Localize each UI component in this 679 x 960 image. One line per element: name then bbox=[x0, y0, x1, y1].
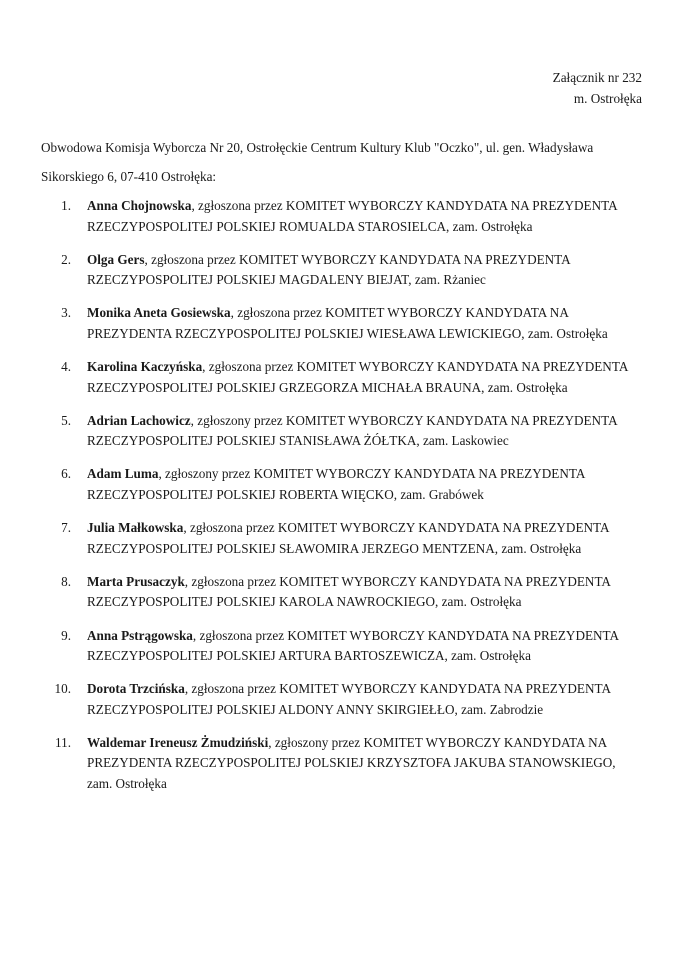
attachment-number: Załącznik nr 232 bbox=[552, 70, 642, 85]
list-item bbox=[0, 679, 679, 720]
candidate-name: Adrian Lachowicz bbox=[87, 412, 191, 428]
list-item bbox=[0, 464, 679, 505]
candidate-nomination-text: , zgłoszona przez KOMITET WYBORCZY KANDYDATA NA PREZYDENTA RZECZYPOSPOLITEJ POLSKIEJ ALDONY ANNY SKIRGIEŁŁO, zam. Zabrodzie bbox=[87, 681, 611, 717]
attachment-header bbox=[553, 68, 642, 109]
candidate-name: Waldemar Ireneusz Żmudziński bbox=[87, 734, 269, 750]
candidate-name: Karolina Kaczyńska bbox=[87, 359, 203, 375]
list-item-number: 1. bbox=[61, 198, 71, 213]
candidate-list bbox=[0, 196, 679, 807]
candidate-nomination-text: , zgłoszony przez KOMITET WYBORCZY KANDYDATA NA PREZYDENTA RZECZYPOSPOLITEJ POLSKIEJ KRZYSZTOFA JAKUBA STANOWSKIEGO, zam. Ostrołęka bbox=[87, 734, 616, 792]
list-item bbox=[0, 357, 679, 398]
list-item bbox=[0, 411, 679, 452]
candidate-nomination-text: , zgłoszony przez KOMITET WYBORCZY KANDYDATA NA PREZYDENTA RZECZYPOSPOLITEJ POLSKIEJ ROBERTA WIĘCKO, zam. Grabówek bbox=[87, 466, 585, 503]
list-item bbox=[0, 303, 679, 344]
list-item-number: 6. bbox=[61, 466, 71, 482]
list-item-number: 5. bbox=[61, 412, 71, 428]
list-item-number: 3. bbox=[61, 305, 71, 321]
candidate-name: Julia Małkowska bbox=[87, 520, 184, 536]
candidate-nomination-text: , zgłoszony przez KOMITET WYBORCZY KANDYDATA NA PREZYDENTA RZECZYPOSPOLITEJ POLSKIEJ STANISŁAWA ŻÓŁTKA, zam. Laskowiec bbox=[87, 412, 617, 449]
list-item-number: 8. bbox=[61, 573, 71, 589]
list-item bbox=[0, 626, 679, 667]
candidate-nomination-text: , zgłoszona przez KOMITET WYBORCZY KANDYDATA NA PREZYDENTA RZECZYPOSPOLITEJ POLSKIEJ ROMUALDA STAROSIELCA, zam. Ostrołęka bbox=[87, 198, 617, 234]
list-item bbox=[0, 572, 679, 613]
candidate-nomination-text: , zgłoszona przez KOMITET WYBORCZY KANDYDATA NA PREZYDENTA RZECZYPOSPOLITEJ POLSKIEJ SŁAWOMIRA JERZEGO MENTZENA, zam. Ostrołęka bbox=[87, 520, 609, 556]
candidate-name: Olga Gers bbox=[87, 251, 145, 267]
municipality-name: m. Ostrołęka bbox=[573, 90, 642, 106]
list-item bbox=[0, 733, 679, 795]
commission-intro-paragraph: Obwodowa Komisja Wyborcza Nr 20, Ostrołęckie Centrum Kultury Klub "Oczko", ul. gen. Władysława Sikorskiego 6, 07-410 Ostrołęka: bbox=[41, 140, 594, 185]
list-item-number: 4. bbox=[61, 359, 71, 375]
list-item-number: 9. bbox=[61, 627, 71, 643]
candidate-nomination-text: , zgłoszona przez KOMITET WYBORCZY KANDYDATA NA PREZYDENTA RZECZYPOSPOLITEJ POLSKIEJ MAGDALENY BIEJAT, zam. Rżaniec bbox=[87, 251, 570, 288]
list-item bbox=[0, 250, 679, 291]
candidate-name: Monika Aneta Gosiewska bbox=[87, 305, 231, 321]
candidate-name: Dorota Trzcińska bbox=[87, 681, 185, 697]
candidate-name: Anna Chojnowska bbox=[87, 198, 192, 213]
candidate-nomination-text: , zgłoszona przez KOMITET WYBORCZY KANDYDATA NA PREZYDENTA RZECZYPOSPOLITEJ POLSKIEJ WIESŁAWA LEWICKIEGO, zam. Ostrołęka bbox=[87, 305, 608, 341]
list-item bbox=[0, 518, 679, 559]
candidate-nomination-text: , zgłoszona przez KOMITET WYBORCZY KANDYDATA NA PREZYDENTA RZECZYPOSPOLITEJ POLSKIEJ GRZEGORZA MICHAŁA BRAUNA, zam. Ostrołęka bbox=[87, 359, 628, 395]
list-item-number: 10. bbox=[54, 681, 71, 697]
candidate-name: Anna Pstrągowska bbox=[87, 627, 193, 643]
list-item-number: 2. bbox=[61, 251, 71, 267]
candidate-name: Marta Prusaczyk bbox=[87, 573, 185, 589]
list-item-number: 11. bbox=[55, 734, 71, 750]
list-item-number: 7. bbox=[61, 520, 71, 536]
candidate-name: Adam Luma bbox=[87, 466, 159, 482]
candidate-nomination-text: , zgłoszona przez KOMITET WYBORCZY KANDYDATA NA PREZYDENTA RZECZYPOSPOLITEJ POLSKIEJ KAROLA NAWROCKIEGO, zam. Ostrołęka bbox=[87, 573, 611, 610]
list-item bbox=[0, 196, 679, 237]
candidate-nomination-text: , zgłoszona przez KOMITET WYBORCZY KANDYDATA NA PREZYDENTA RZECZYPOSPOLITEJ POLSKIEJ ARTURA BARTOSZEWICZA, zam. Ostrołęka bbox=[87, 627, 619, 664]
